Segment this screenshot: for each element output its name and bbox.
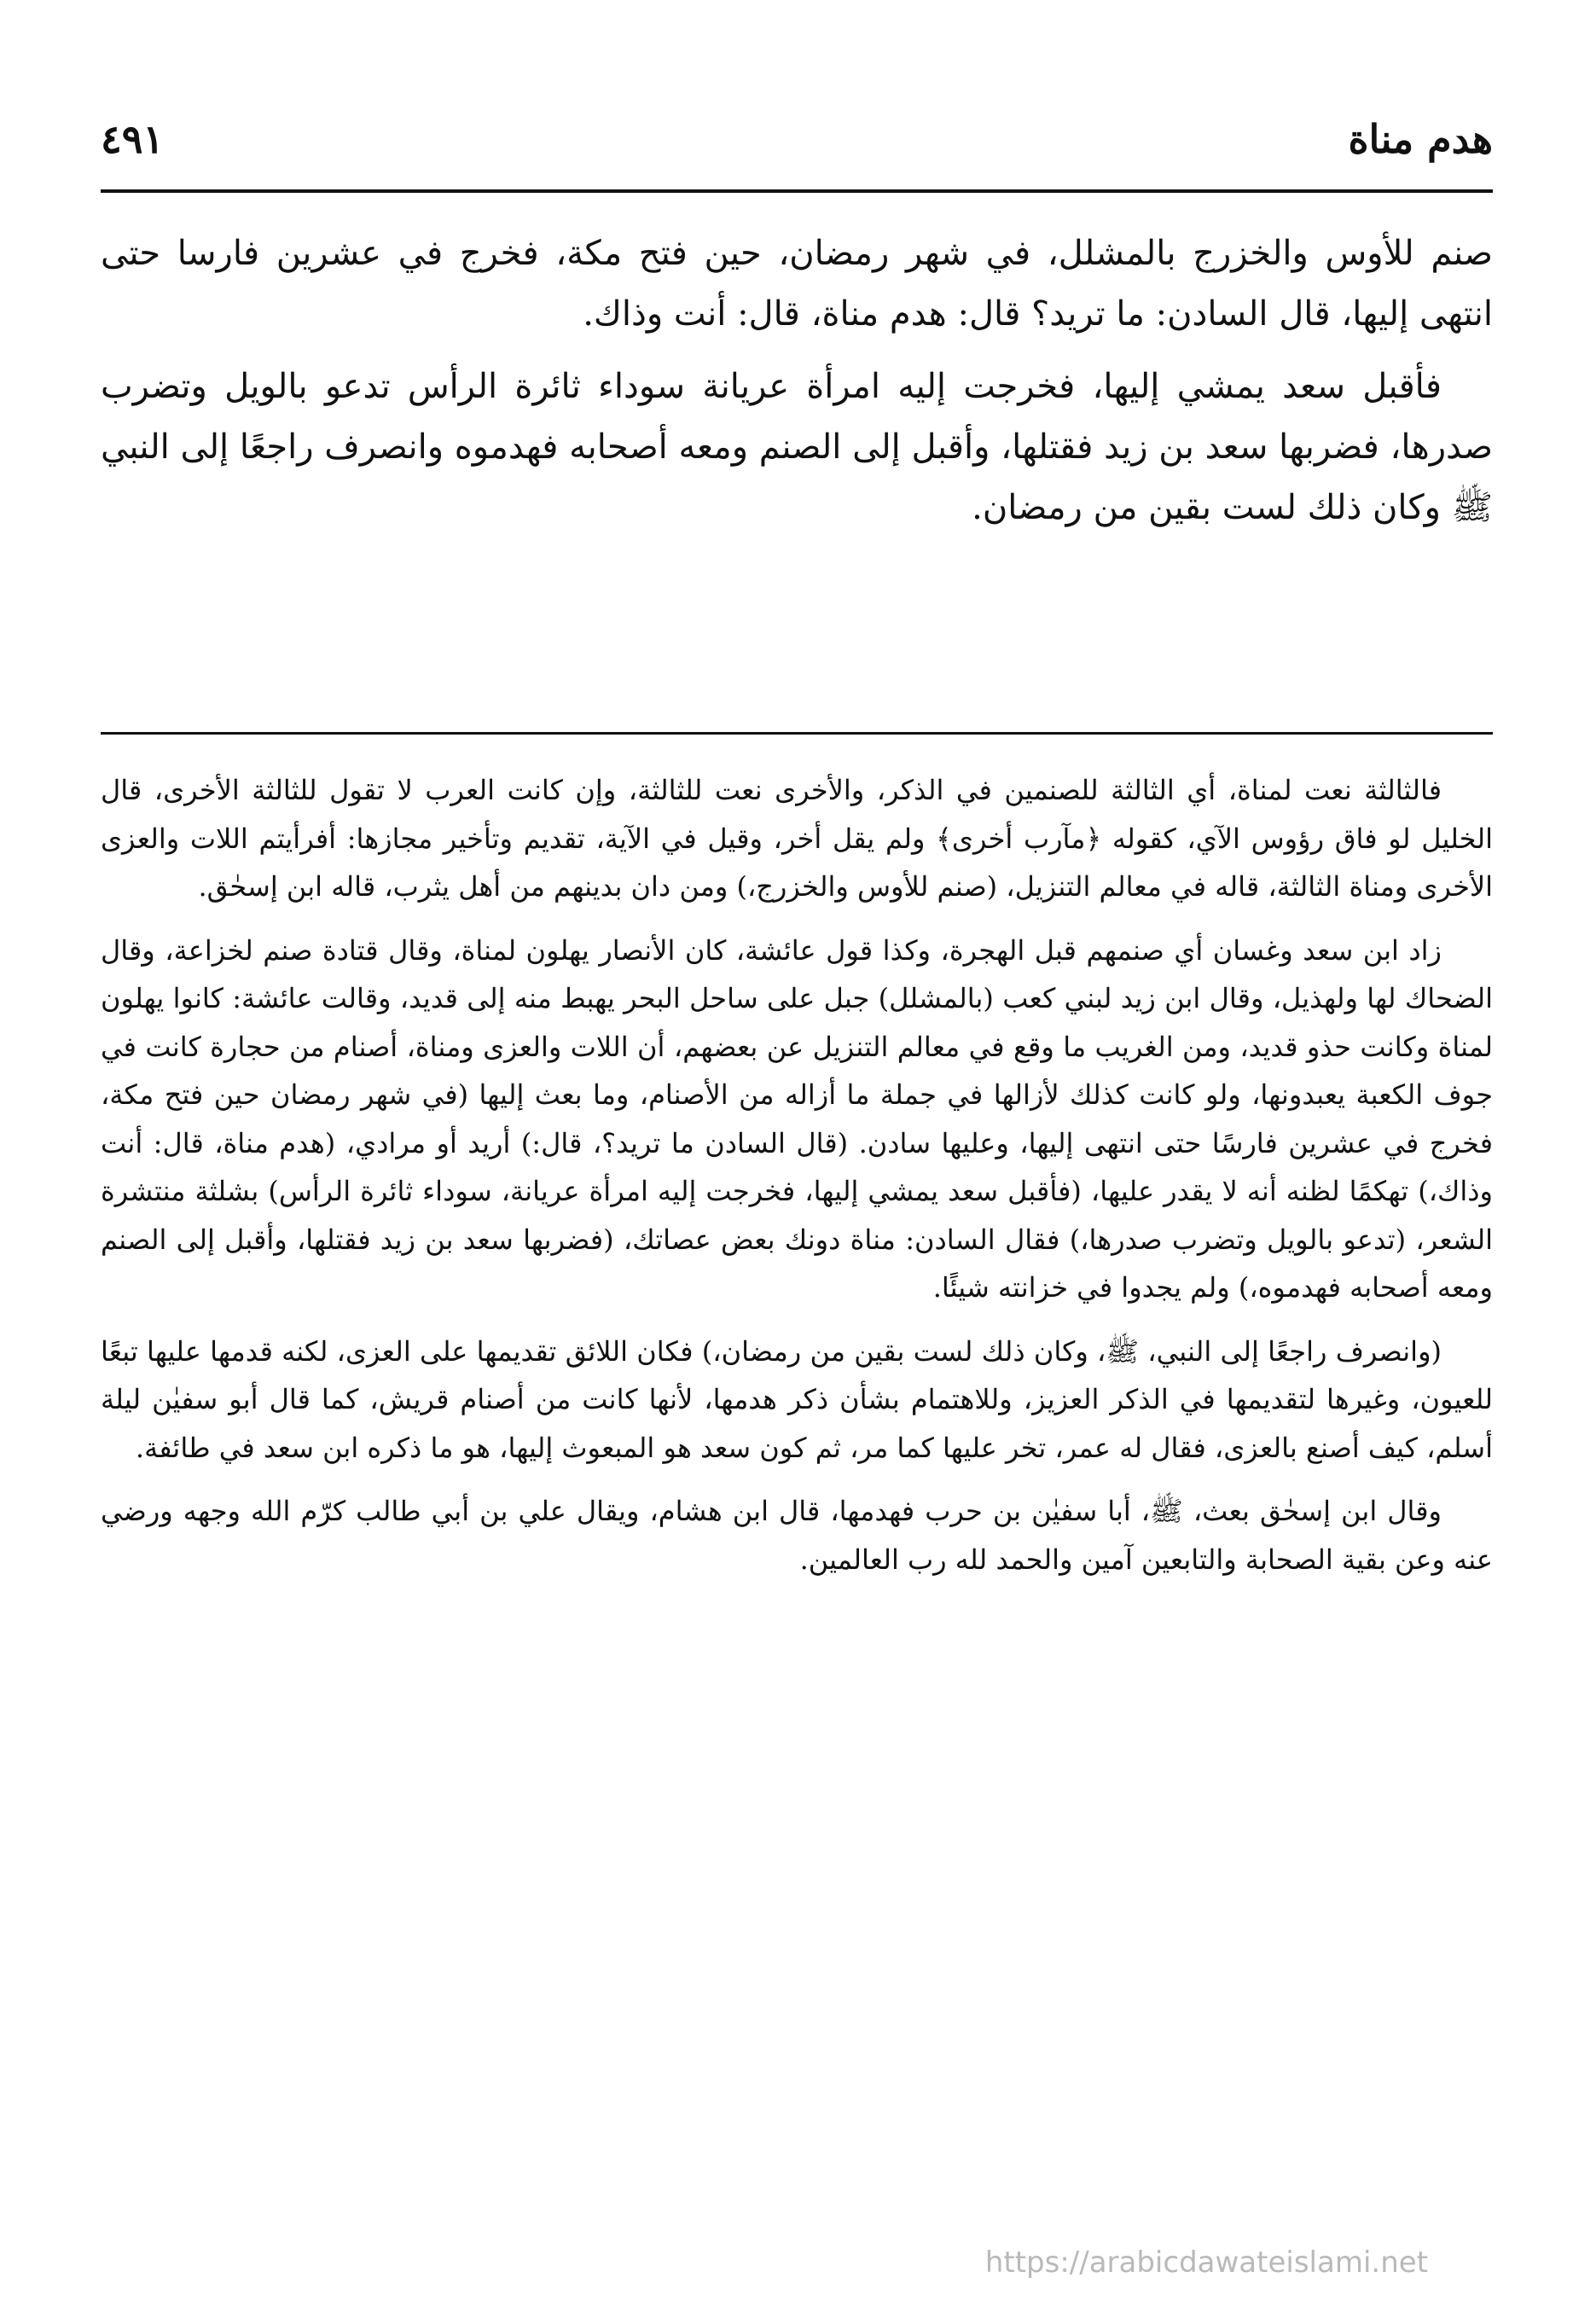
commentary-text bbox=[101, 766, 1493, 1599]
watermark-url: https://arabicdawateislami.net bbox=[984, 2246, 1428, 2280]
section-divider bbox=[101, 732, 1493, 735]
commentary-paragraph: (وانصرف راجعًا إلى النبي، ﷺ، وكان ذلك لست بقين من رمضان،) فكان اللائق تقديمها على العزى، لكنه قدمها عليها تبعًا للعيون، وغيرها لتقديمها في الذكر العزيز، وللاهتمام بشأن ذكر هدمها، لأنها كانت من أصنام قريش، كما قال أبو سفيٰن ليلة أسلم، كيف أصنع بالعزى، فقال له عمر، تخر عليها كما مر، ثم كون سعد هو المبعوث إليها، هو ما ذكره ابن سعد في طائفة. bbox=[101, 1334, 1493, 1464]
commentary-paragraph: فالثالثة نعت لمناة، أي الثالثة للصنمين في الذكر، والأخرى نعت للثالثة، وإن كانت العرب لا تقول للثالثة الأخرى، قال الخليل لو فاق رؤوس الآي، كقوله ﴿مآرب أخرى﴾ ولم يقل أخر، وقيل في الآية، تقديم وتأخير مجازها: أفرأيتم اللات والعزى الأخرى ومناة الثالثة، قاله في معالم التنزيل، (صنم للأوس والخزرج،) ومن دان بدينهم من أهل يثرب، قاله ابن إسحٰق. bbox=[101, 774, 1494, 903]
commentary-paragraph: زاد ابن سعد وغسان أي صنمهم قبل الهجرة، وكذا قول عائشة، كان الأنصار يهلون لمناة، وقال قتادة صنم لخزاعة، وقال الضحاك لها ولهذيل، وقال ابن زيد لبني كعب (بالمشلل) جبل على ساحل البحر يهبط منه إلى قديد، وقالت عائشة: كانوا يهلون لمناة وكانت حذو قديد، ومن الغريب ما وقع في معالم التنزيل عن بعضهم، أن اللات والعزى ومناة، أصنام من حجارة كانت في جوف الكعبة يعبدونها، ولو كانت كذلك لأزالها في جملة ما أزاله من الأصنام، وما بعث إليها (في شهر رمضان حين فتح مكة، فخرج في عشرين فارسًا حتى انتهى إليها، وعليها سادن. (قال السادن ما تريد؟، قال:) أريد أو مرادي، (هدم مناة، قال: أنت وذاك،) تهكمًا لظنه أنه لا يقدر عليها، (فأقبل سعد يمشي إليها، فخرجت إليه امرأة عريانة، سوداء ثائرة الرأس) بشلثة منتشرة الشعر، (تدعو بالويل وتضرب صدرها،) فقال السادن: مناة دونك بعض عصاتك، (فضربها سعد بن زيد فقتلها، وأقبل إلى الصنم ومعه أصحابه فهدموه،) ولم يجدوا في خزانته شيئًا. bbox=[101, 933, 1494, 1304]
main-paragraph: صنم للأوس والخزرج بالمشلل، في شهر رمضان، حين فتح مكة، فخرج في عشرين فارسا حتى انتهى إليها، قال السادن: ما تريد؟ قال: هدم مناة، قال: أنت وذاك. bbox=[101, 234, 1493, 334]
page-header bbox=[101, 111, 1493, 179]
main-paragraph: فأقبل سعد يمشي إليها، فخرجت إليه امرأة عريانة سوداء ثائرة الرأس تدعو بالويل وتضرب صدرها، فضربها سعد بن زيد فقتلها، وأقبل إلى الصنم ومعه أصحابه فهدموه وانصرف راجعًا إلى النبي ﷺ وكان ذلك لست بقين من رمضان. bbox=[101, 367, 1493, 527]
commentary-paragraph: وقال ابن إسحٰق بعث، ﷺ، أبا سفيٰن بن حرب فهدمها، قال ابن هشام، ويقال علي بن أبي طالب كرّم الله وجهه ورضي عنه وعن بقية الصحابة والتابعين آمين والحمد لله رب العالمين. bbox=[101, 1495, 1493, 1576]
main-text bbox=[101, 224, 1493, 550]
page-number: ٤٩١ bbox=[101, 116, 165, 162]
running-title: هدم مناة bbox=[1348, 116, 1493, 162]
header-rule bbox=[101, 189, 1493, 193]
